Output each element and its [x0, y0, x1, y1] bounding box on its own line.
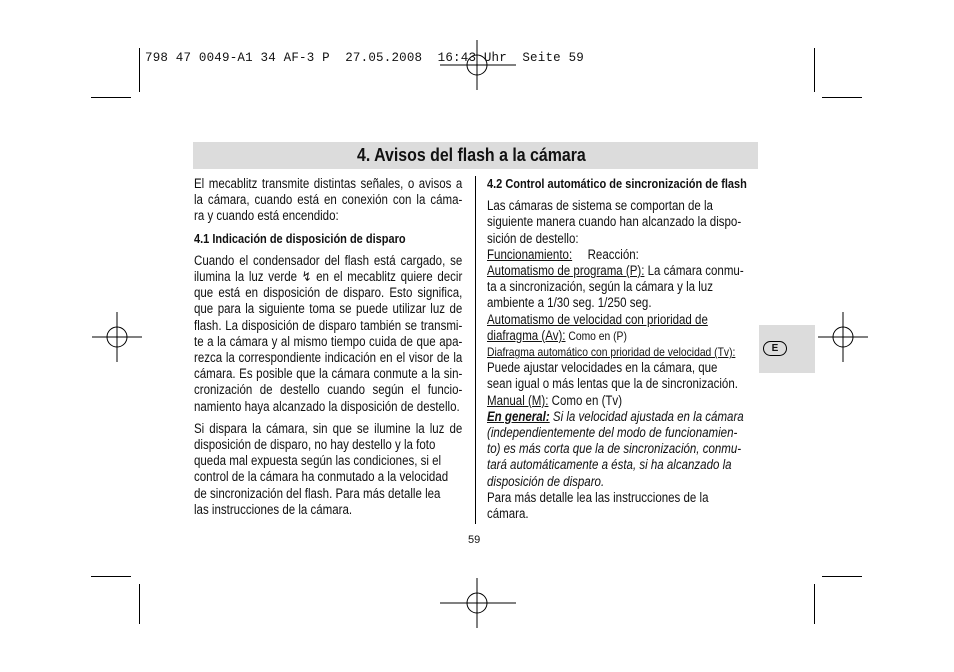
left-column	[194, 176, 462, 518]
general-line	[487, 409, 755, 425]
body-line: disposición de disparo.	[487, 473, 605, 489]
mode-header-row	[487, 247, 755, 263]
body-line: de sincronización del flash. Para más detalle lea	[194, 485, 441, 501]
body-line: sean igual o más lentas que la de sincronización.	[487, 376, 738, 392]
crop-mark-tl-v	[139, 48, 140, 92]
body-line: siguiente manera cuando han alcanzado la dispo-	[487, 214, 742, 230]
intro-line: la cámara, cuando está en conexión con la cáma-	[194, 192, 463, 208]
body-line: te a la cámara y al mismo tiempo cuida de que apa-	[194, 333, 463, 349]
body-line: flash. La disposición de disparo también se transmi-	[194, 317, 463, 333]
crop-mark-br-v	[814, 584, 815, 624]
body-line: Para más detalle lea las instrucciones de la	[487, 489, 709, 505]
body-line: Cuando el condensador del flash está cargado, se	[194, 252, 463, 268]
mode-label: Funcionamiento:	[487, 246, 573, 262]
body-line: cronización de destello cuando según el funcio-	[194, 382, 463, 398]
crop-mark-tl-h	[91, 97, 131, 98]
av-mode-label: Automatismo de velocidad con prioridad de	[487, 311, 708, 327]
language-badge: E	[763, 341, 787, 356]
av-mode-text: Como en (P)	[565, 328, 627, 343]
general-text: Si la velocidad ajustada en la cámara	[549, 408, 744, 424]
body-line: rezca la correspondiente indicación en el visor de la	[194, 350, 463, 366]
intro-line: El mecablitz transmite distintas señales, o avisos a	[194, 176, 463, 191]
program-mode-line	[487, 263, 755, 279]
registration-mark-right-icon	[818, 312, 868, 362]
body-line: sición de destello:	[487, 230, 579, 246]
column-divider	[475, 176, 476, 524]
body-line: to) es más corta que la de sincronización, conmu-	[487, 441, 742, 457]
body-line: que para la siguiente toma se puede utilizar luz de	[194, 301, 463, 317]
tv-mode-label: Diafragma automático con prioridad de velocidad (Tv):	[487, 345, 736, 360]
registration-mark-bottom-icon	[440, 578, 516, 628]
intro-line: ra y cuando está encendido:	[194, 208, 339, 224]
program-mode-label: Automatismo de programa (P):	[487, 263, 645, 279]
body-line: tará automáticamente a ésta, si ha alcanzado la	[487, 457, 732, 473]
body-line: (independientemente del modo de funcionamien-	[487, 425, 738, 441]
program-mode-text: La cámara conmu-	[644, 263, 744, 279]
registration-mark-left-icon	[92, 312, 142, 362]
body-line: Si dispara la cámara, sin que se ilumine la luz de	[194, 420, 463, 436]
body-line: cámara.	[487, 506, 529, 522]
body-line: ta a sincronización, según la cámara y la luz	[487, 279, 713, 295]
right-column	[487, 176, 755, 522]
general-label: En general:	[487, 408, 550, 424]
body-line: que está en disposición de disparo. Esto significa,	[194, 285, 463, 301]
registration-mark-top-icon	[440, 40, 516, 90]
body-line: Las cámaras de sistema se comportan de la	[487, 198, 713, 214]
body-line: cámara. Es posible que la cámara conmute a la sin-	[194, 366, 463, 382]
crop-mark-br-h	[822, 576, 862, 577]
crop-mark-tr-h	[822, 97, 862, 98]
body-line: ilumina la luz verde ↯ en el mecablitz quiere decir	[194, 269, 463, 285]
manual-mode-line	[487, 393, 755, 409]
crop-mark-bl-v	[139, 584, 140, 624]
av-mode-label-2: diafragma (Av):	[487, 327, 566, 343]
crop-mark-tr-v	[814, 48, 815, 92]
av-mode-line	[487, 328, 755, 344]
body-line: ambiente a 1/30 seg. 1/250 seg.	[487, 295, 652, 311]
body-line: disposición de disparo, no hay destello y la foto	[194, 437, 436, 453]
body-line: Puede ajustar velocidades en la cámara, que	[487, 360, 718, 376]
page-title: 4. Avisos del flash a la cámara	[357, 144, 586, 165]
body-line: queda mal expuesta según las condiciones, si el	[194, 453, 442, 469]
manual-mode-text: Como en (Tv)	[548, 392, 623, 408]
section-heading-4-2: 4.2 Control automático de sincronización de flash	[487, 176, 747, 191]
body-line: namiento haya alcanzado la disposición de destello.	[194, 398, 460, 414]
body-line: control de la cámara ha conmutado a la velocidad	[194, 469, 449, 485]
reaction-label: Reacción:	[587, 246, 639, 262]
manual-mode-label: Manual (M):	[487, 392, 549, 408]
section-heading-4-1: 4.1 Indicación de disposición de disparo	[194, 230, 406, 246]
page-number: 59	[468, 534, 481, 546]
print-slug: 798 47 0049-A1 34 AF-3 P 27.05.2008 16:43 Uhr Seite 59	[145, 51, 584, 65]
body-line: las instrucciones de la cámara.	[194, 501, 353, 517]
crop-mark-bl-h	[91, 576, 131, 577]
